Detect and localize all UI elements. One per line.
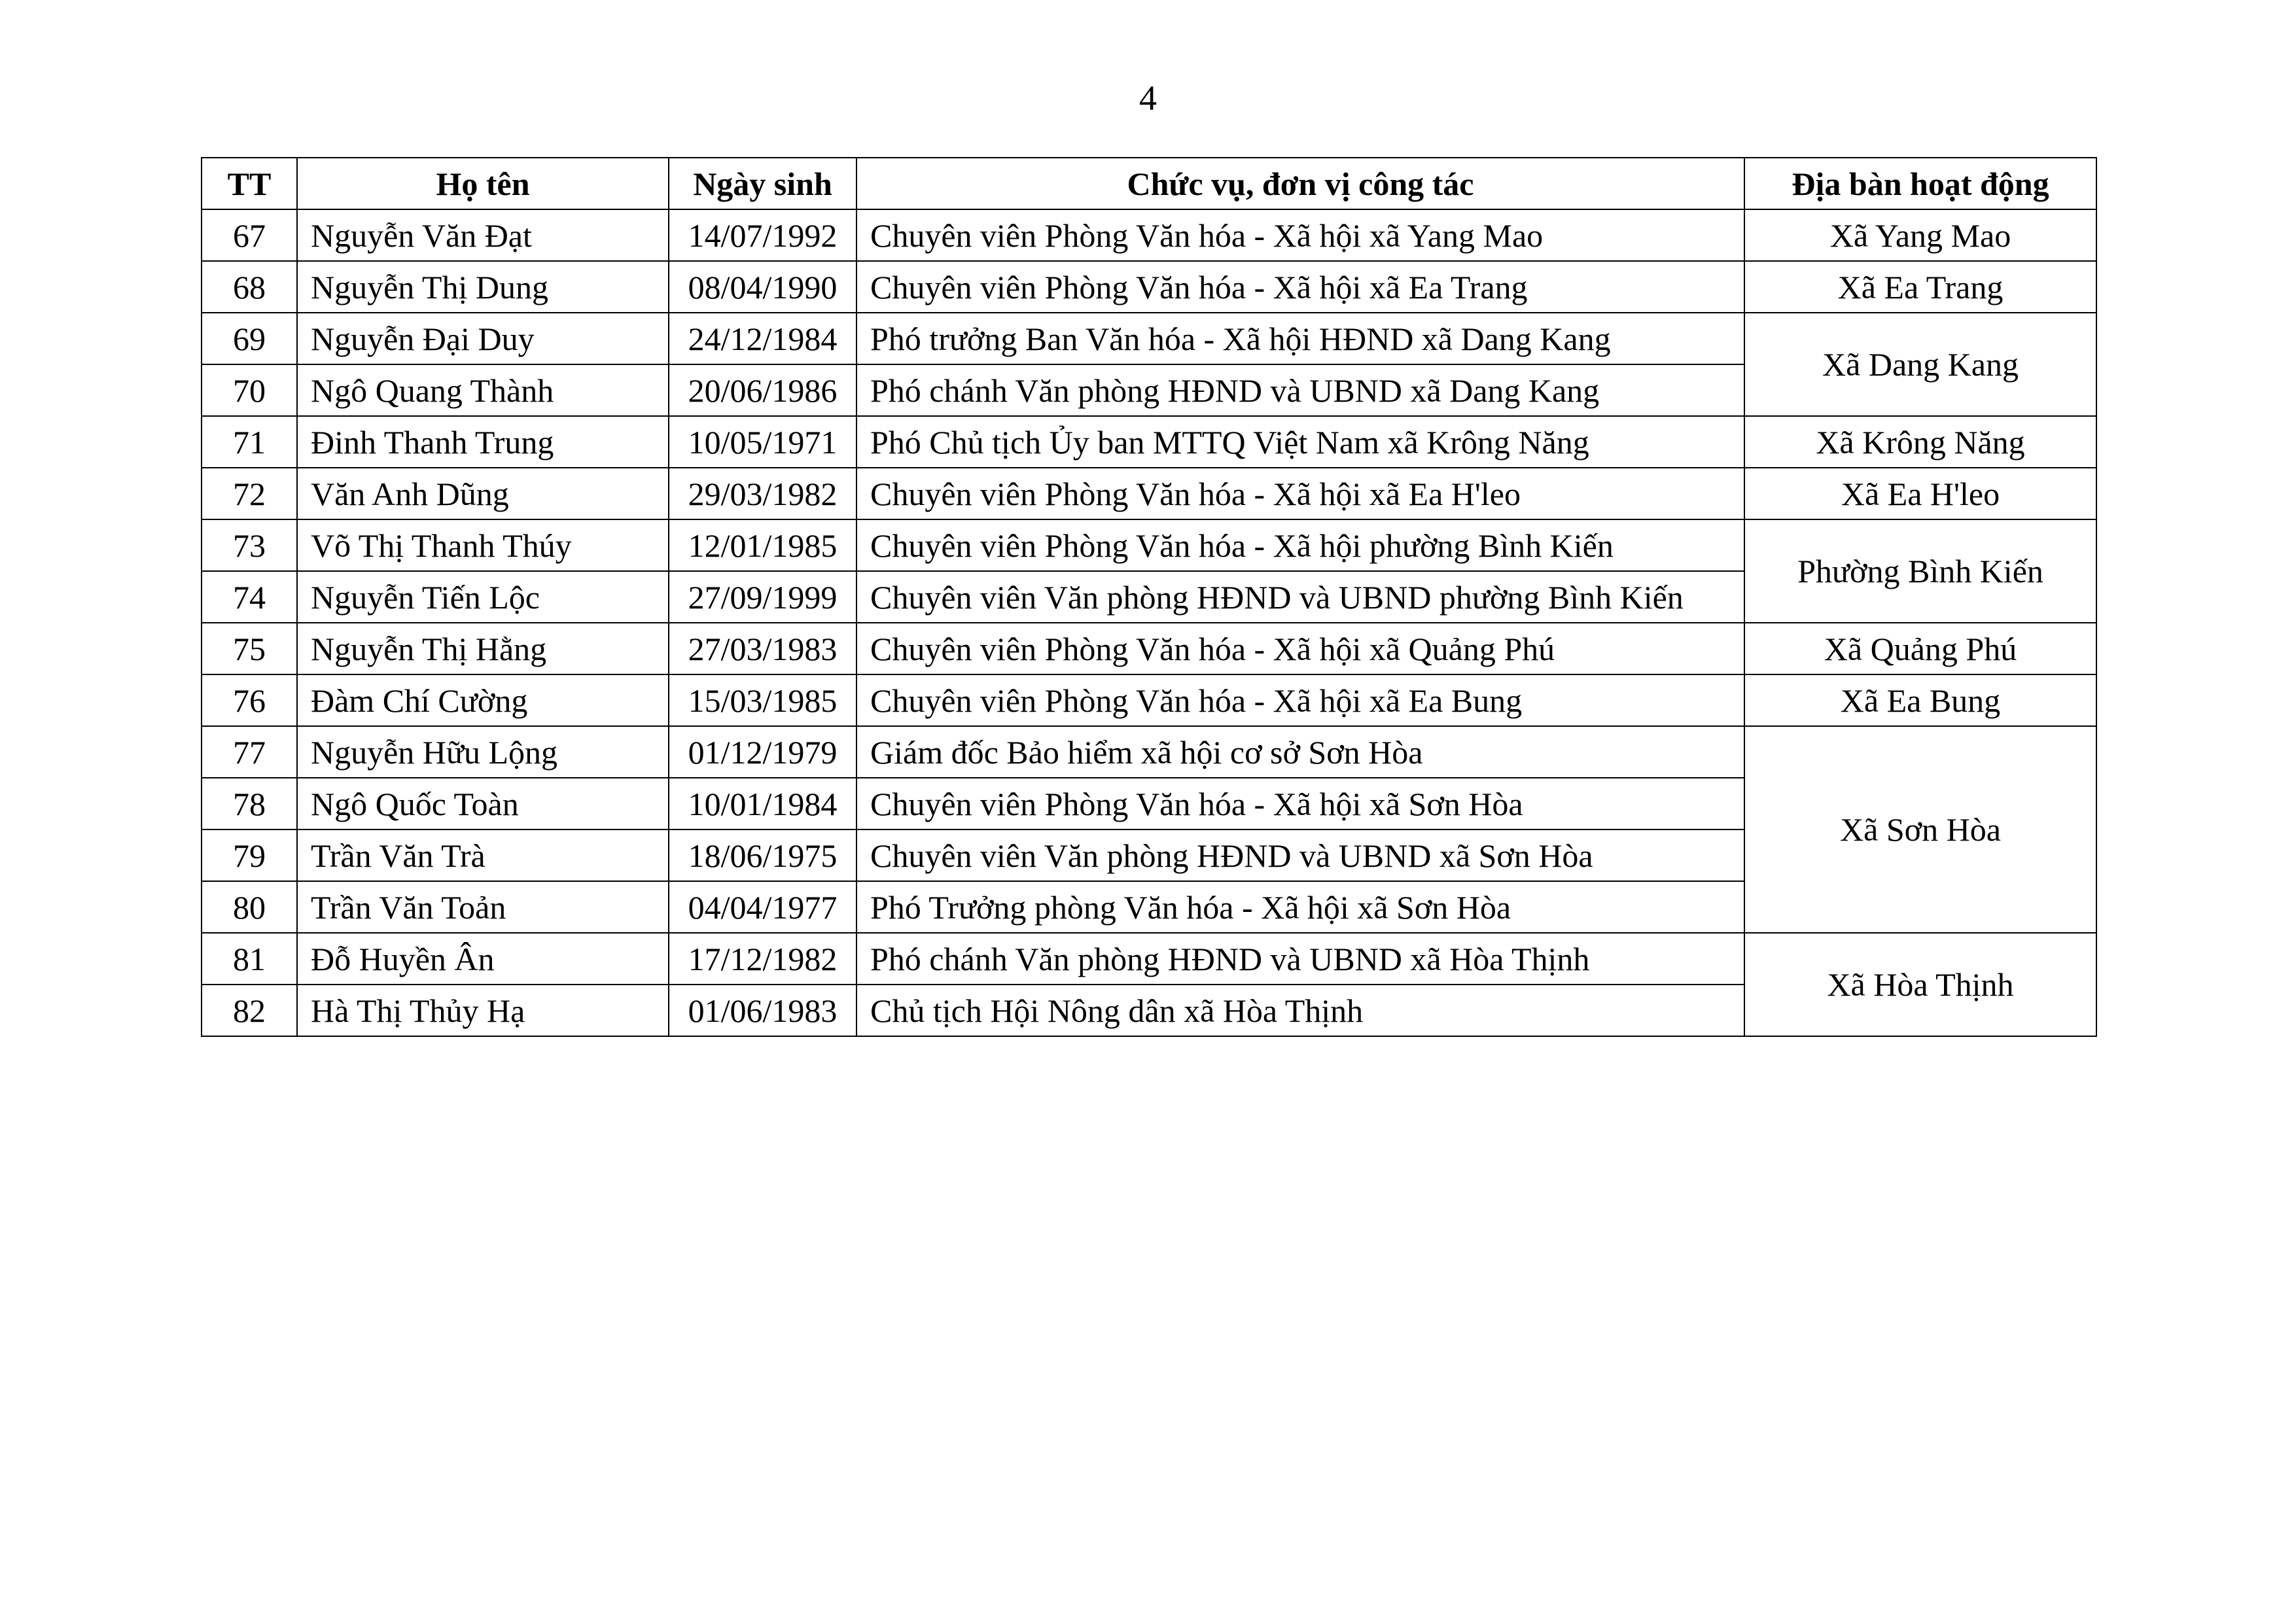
cell-tt: 71 (202, 416, 297, 468)
table-row (202, 519, 2096, 571)
cell-name: Ngô Quang Thành (297, 364, 669, 416)
cell-tt: 69 (202, 313, 297, 364)
table-body (202, 209, 2096, 1036)
cell-tt: 78 (202, 778, 297, 829)
header-position: Chức vụ, đơn vị công tác (857, 158, 1744, 209)
cell-name: Nguyễn Hữu Lộng (297, 726, 669, 778)
cell-position: Chuyên viên Phòng Văn hóa - Xã hội phường Bình Kiến (857, 519, 1744, 571)
cell-tt: 72 (202, 468, 297, 519)
cell-tt: 75 (202, 623, 297, 674)
cell-name: Nguyễn Thị Hằng (297, 623, 669, 674)
staff-table (201, 157, 2097, 1037)
cell-tt: 74 (202, 571, 297, 623)
cell-tt: 80 (202, 881, 297, 933)
cell-dob: 14/07/1992 (669, 209, 857, 261)
cell-dob: 18/06/1975 (669, 829, 857, 881)
cell-dob: 12/01/1985 (669, 519, 857, 571)
cell-area: Xã Yang Mao (1744, 209, 2096, 261)
header-dob: Ngày sinh (669, 158, 857, 209)
cell-area: Xã Ea H'leo (1744, 468, 2096, 519)
cell-area: Xã Ea Bung (1744, 674, 2096, 726)
cell-position: Phó chánh Văn phòng HĐND và UBND xã Dang Kang (857, 364, 1744, 416)
cell-dob: 01/12/1979 (669, 726, 857, 778)
cell-tt: 77 (202, 726, 297, 778)
table-row (202, 261, 2096, 313)
cell-tt: 73 (202, 519, 297, 571)
cell-tt: 76 (202, 674, 297, 726)
cell-area: Phường Bình Kiến (1744, 519, 2096, 623)
cell-name: Trần Văn Trà (297, 829, 669, 881)
cell-position: Chuyên viên Văn phòng HĐND và UBND xã Sơn Hòa (857, 829, 1744, 881)
cell-dob: 15/03/1985 (669, 674, 857, 726)
cell-dob: 10/05/1971 (669, 416, 857, 468)
cell-name: Trần Văn Toản (297, 881, 669, 933)
cell-name: Đinh Thanh Trung (297, 416, 669, 468)
cell-tt: 82 (202, 985, 297, 1036)
table-row (202, 623, 2096, 674)
cell-name: Văn Anh Dũng (297, 468, 669, 519)
table-row (202, 416, 2096, 468)
table-row (202, 468, 2096, 519)
cell-dob: 10/01/1984 (669, 778, 857, 829)
cell-dob: 29/03/1982 (669, 468, 857, 519)
cell-tt: 81 (202, 933, 297, 985)
cell-name: Đỗ Huyền Ân (297, 933, 669, 985)
cell-area: Xã Hòa Thịnh (1744, 933, 2096, 1036)
header-name: Họ tên (297, 158, 669, 209)
cell-position: Chuyên viên Phòng Văn hóa - Xã hội xã Ea H'leo (857, 468, 1744, 519)
cell-position: Phó chánh Văn phòng HĐND và UBND xã Hòa Thịnh (857, 933, 1744, 985)
header-area: Địa bàn hoạt động (1744, 158, 2096, 209)
cell-position: Chủ tịch Hội Nông dân xã Hòa Thịnh (857, 985, 1744, 1036)
cell-tt: 68 (202, 261, 297, 313)
cell-name: Nguyễn Văn Đạt (297, 209, 669, 261)
cell-name: Ngô Quốc Toàn (297, 778, 669, 829)
cell-tt: 67 (202, 209, 297, 261)
header-tt: TT (202, 158, 297, 209)
table-row (202, 726, 2096, 778)
cell-name: Võ Thị Thanh Thúy (297, 519, 669, 571)
cell-position: Phó Chủ tịch Ủy ban MTTQ Việt Nam xã Krông Năng (857, 416, 1744, 468)
cell-name: Nguyễn Đại Duy (297, 313, 669, 364)
cell-area: Xã Quảng Phú (1744, 623, 2096, 674)
cell-position: Chuyên viên Phòng Văn hóa - Xã hội xã Quảng Phú (857, 623, 1744, 674)
cell-area: Xã Ea Trang (1744, 261, 2096, 313)
cell-tt: 79 (202, 829, 297, 881)
cell-position: Chuyên viên Phòng Văn hóa - Xã hội xã Sơn Hòa (857, 778, 1744, 829)
cell-name: Nguyễn Thị Dung (297, 261, 669, 313)
cell-dob: 08/04/1990 (669, 261, 857, 313)
table-row (202, 313, 2096, 364)
cell-tt: 70 (202, 364, 297, 416)
cell-name: Nguyễn Tiến Lộc (297, 571, 669, 623)
cell-dob: 17/12/1982 (669, 933, 857, 985)
cell-dob: 24/12/1984 (669, 313, 857, 364)
cell-name: Hà Thị Thủy Hạ (297, 985, 669, 1036)
cell-position: Chuyên viên Phòng Văn hóa - Xã hội xã Ea Bung (857, 674, 1744, 726)
table-header-row (202, 158, 2096, 209)
cell-dob: 04/04/1977 (669, 881, 857, 933)
cell-position: Chuyên viên Văn phòng HĐND và UBND phường Bình Kiến (857, 571, 1744, 623)
cell-dob: 01/06/1983 (669, 985, 857, 1036)
cell-area: Xã Krông Năng (1744, 416, 2096, 468)
table-row (202, 209, 2096, 261)
cell-position: Phó trưởng Ban Văn hóa - Xã hội HĐND xã Dang Kang (857, 313, 1744, 364)
cell-position: Giám đốc Bảo hiểm xã hội cơ sở Sơn Hòa (857, 726, 1744, 778)
cell-position: Phó Trưởng phòng Văn hóa - Xã hội xã Sơn Hòa (857, 881, 1744, 933)
cell-dob: 27/03/1983 (669, 623, 857, 674)
page-number: 4 (1139, 79, 1157, 118)
cell-area: Xã Sơn Hòa (1744, 726, 2096, 933)
cell-position: Chuyên viên Phòng Văn hóa - Xã hội xã Ea Trang (857, 261, 1744, 313)
table-row (202, 674, 2096, 726)
cell-dob: 20/06/1986 (669, 364, 857, 416)
cell-position: Chuyên viên Phòng Văn hóa - Xã hội xã Yang Mao (857, 209, 1744, 261)
cell-name: Đàm Chí Cường (297, 674, 669, 726)
table-row (202, 933, 2096, 985)
cell-dob: 27/09/1999 (669, 571, 857, 623)
cell-area: Xã Dang Kang (1744, 313, 2096, 416)
